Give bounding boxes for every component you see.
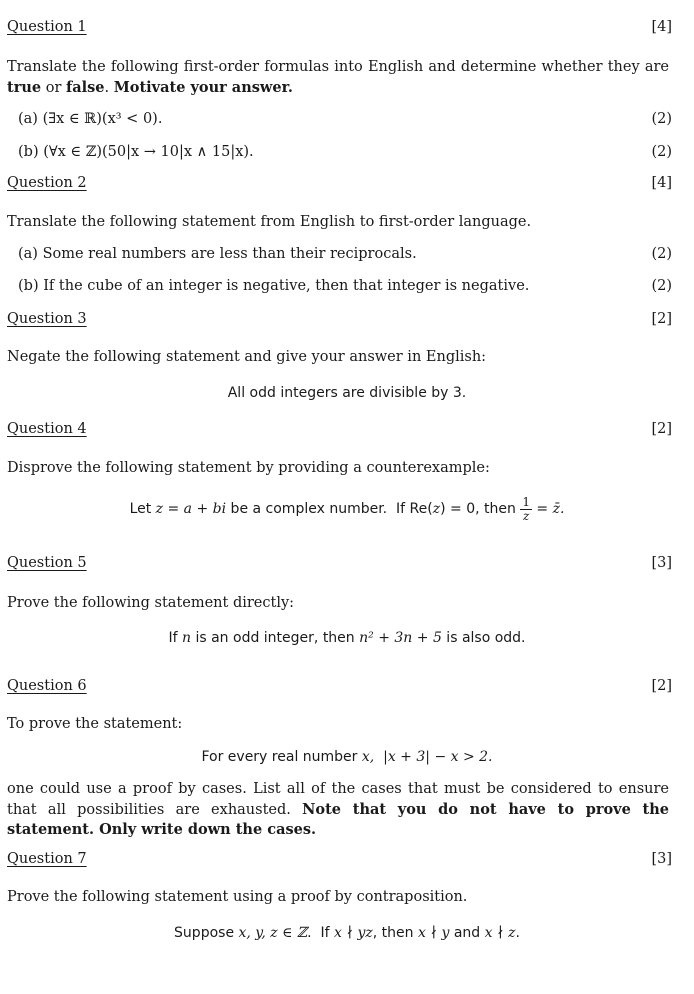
question-2-part-a-marks: (2): [651, 246, 672, 262]
question-4-re-z: z: [432, 500, 441, 517]
question-7-marks: [3]: [651, 851, 672, 867]
question-7-then: , then: [372, 925, 418, 941]
question-5-expression: n² + 3n + 5: [359, 630, 442, 646]
question-7-conclusion-2: x ∤ z: [484, 925, 516, 941]
question-6-statement: [0, 748, 694, 767]
question-6-title: Question 6: [7, 678, 87, 694]
question-5-title: Question 5: [7, 555, 87, 571]
question-3-title: Question 3: [7, 311, 87, 327]
question-7-domain: x, y, z ∈ ℤ: [238, 925, 308, 941]
question-4-end: = z̄.: [531, 500, 565, 517]
question-2-intro: Translate the following statement from English to first-order language.: [7, 214, 532, 230]
question-7-hypothesis: x ∤ yz: [333, 925, 373, 941]
question-5-marks: [3]: [651, 555, 672, 571]
question-2-title: Question 2: [7, 175, 87, 191]
question-1-dot: .: [104, 79, 114, 96]
question-1-true-word: true: [7, 78, 42, 96]
question-1-motivate: Motivate your answer.: [113, 78, 293, 96]
question-5-n: n: [181, 630, 192, 646]
question-1-or-word: or: [41, 79, 62, 96]
question-3-intro: Negate the following statement and give your answer in English:: [7, 349, 487, 365]
question-4-mid2: ) = 0, then: [440, 500, 521, 517]
question-7-end: .: [515, 925, 520, 941]
question-4-math-z: z = a + bi: [155, 500, 227, 517]
question-7-and: and: [449, 925, 485, 941]
question-6-body-text: one could use a proof by cases. List all of the cases that must be considered to ensure that all possibilities are exhausted.: [7, 781, 669, 818]
question-4-title: Question 4: [7, 421, 87, 437]
question-2-part-b-marks: (2): [651, 278, 672, 294]
question-3-marks: [2]: [651, 311, 672, 327]
question-5-end: is also odd.: [441, 630, 526, 646]
question-2-part-a: (a) Some real numbers are less than their reciprocals.: [18, 246, 417, 262]
question-4-marks: [2]: [651, 421, 672, 437]
question-5-intro: Prove the following statement directly:: [7, 595, 295, 611]
question-1-part-a-marks: (2): [651, 111, 672, 127]
question-1-part-b-marks: (2): [651, 144, 672, 160]
question-1-intro-text: Translate the following first-order formulas into English and determine whether they are: [7, 59, 669, 75]
question-4-fraction: [520, 496, 532, 522]
question-1-marks: [4]: [651, 19, 672, 35]
question-1-part-a: (a) (∃x ∈ ℝ)(x³ < 0).: [18, 111, 163, 127]
question-7-conclusion-1: x ∤ y: [417, 925, 450, 941]
question-2-marks: [4]: [651, 175, 672, 191]
question-4-let: Let: [129, 500, 156, 517]
question-1-title: Question 1: [7, 19, 87, 35]
question-6-body-bold: Note that you do not have to prove the statement. Only write down the cases.: [7, 800, 670, 838]
question-4-intro: Disprove the following statement by providing a counterexample:: [7, 460, 490, 476]
question-7-suppose: Suppose: [174, 925, 239, 941]
question-5-mid: is an odd integer, then: [191, 630, 360, 646]
question-6-for-every: For every real number: [201, 749, 362, 765]
question-5-statement: [0, 629, 694, 648]
question-6-intro: To prove the statement:: [7, 716, 183, 732]
question-1-intro: [7, 58, 669, 98]
question-7-intro: Prove the following statement using a proof by contraposition.: [7, 889, 468, 905]
question-4-frac-num: 1: [522, 494, 530, 509]
question-5-if: If: [168, 630, 182, 646]
question-1-false-word: false: [66, 78, 105, 96]
question-6-marks: [2]: [651, 678, 672, 694]
question-7-mid: . If: [307, 925, 334, 941]
question-7-title: Question 7: [7, 851, 87, 867]
question-7-statement: [0, 924, 694, 943]
question-6-inequality: x, |x + 3| − x > 2.: [361, 749, 493, 765]
question-3-statement: All odd integers are divisible by 3.: [227, 385, 467, 401]
question-4-statement: [0, 491, 694, 527]
question-1-part-b: (b) (∀x ∈ ℤ)(50|x → 10|x ∧ 15|x).: [18, 144, 254, 160]
question-6-body: [7, 780, 669, 841]
question-2-part-b: (b) If the cube of an integer is negative, then that integer is negative.: [18, 278, 530, 294]
question-4-frac-den: z: [522, 508, 530, 523]
question-4-mid: be a complex number. If Re(: [226, 500, 433, 517]
